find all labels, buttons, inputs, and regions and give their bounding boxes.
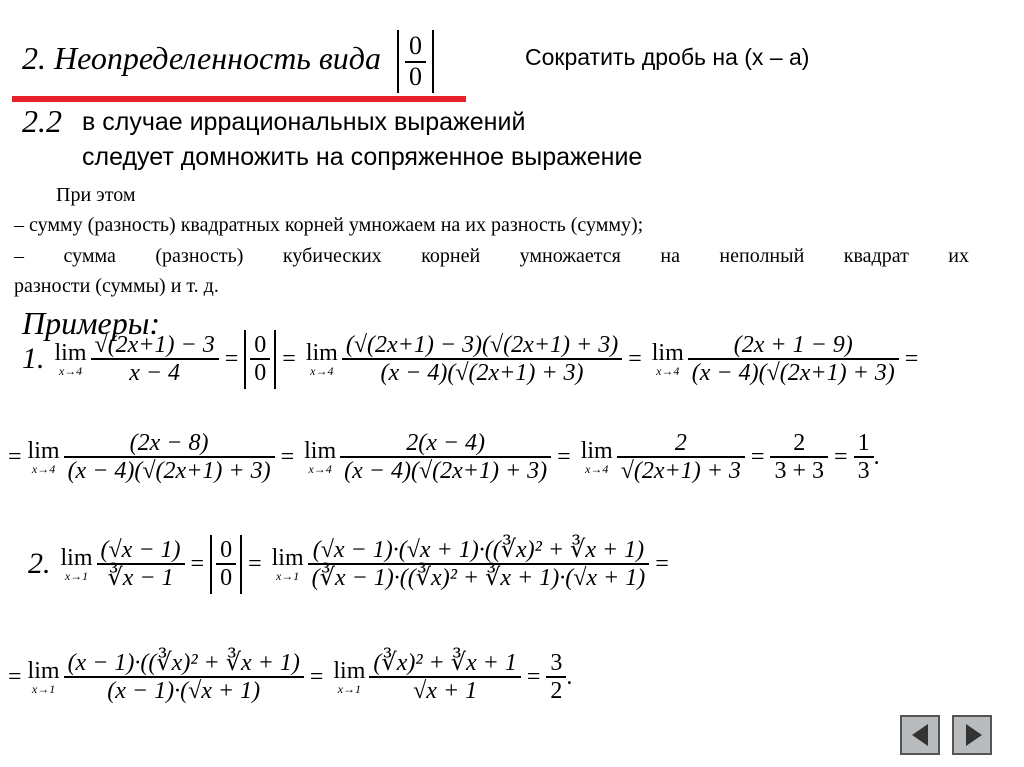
slide-heading xyxy=(22,30,434,93)
rules-intro: При этом xyxy=(56,184,136,206)
section-number: 2.2 xyxy=(22,103,62,139)
rule-2-continued: разности (суммы) и т. д. xyxy=(14,275,219,297)
example-2-line-1: 2. lim x→1 $\frac{(√x - 1)}{∛x - 1}$ = $\frac{0}{0}$ = lim x→1 $\frac{\text{(√x − 1)·(√x + 1)·((∛x)² + ∛x + 1)}}{\text{(∛x − 1)·((∛x)² + ∛x + 1)·(√x + 1)}}$ = xyxy=(28,535,669,594)
fraction: $\frac{2}{√(2x+1) + 3}$ xyxy=(617,430,745,485)
limit-operator: lim x→4 xyxy=(580,437,613,476)
rule-2: – сумма (разность) кубических корней умножается на неполный квадрат их xyxy=(14,245,969,267)
fraction: $\frac{2(x - 4)}{(x - 4)(√(2x+1) + 3)}$ xyxy=(340,430,551,485)
section-line-2: следует домножить на сопряженное выражение xyxy=(82,143,643,171)
section-line-1: в случае иррациональных выражений xyxy=(82,108,526,136)
examples-title: Примеры: xyxy=(22,305,161,341)
fraction: $\frac{\text{(∛x)² + ∛x + 1}}{√x + 1}$ xyxy=(369,650,520,705)
limit-operator: lim x→4 xyxy=(27,437,60,476)
limit-operator: lim x→4 xyxy=(304,437,337,476)
next-slide-button[interactable] xyxy=(952,715,992,755)
limit-operator: lim x→4 xyxy=(54,339,87,378)
prev-slide-button[interactable] xyxy=(900,715,940,755)
fraction: $\frac{(√(2x+1) - 3)(√(2x+1) + 3)}{(x - 4)(√(2x+1) + 3)}$ xyxy=(342,332,622,387)
example-2-line-2: = lim x→1 $\frac{\text{(x − 1)·((∛x)² + ∛x + 1)}}{(x - 1)\cdot(√x + 1)}$ = lim x→1 $\frac{\text{(∛x)² + ∛x + 1}}{√x + 1}$ = $\frac{3}{2}$ . xyxy=(8,650,573,705)
reduce-note: Сократить дробь на (x – a) xyxy=(525,44,810,70)
indeterminate-bracket xyxy=(397,30,434,93)
limit-operator: lim x→1 xyxy=(333,657,366,696)
fraction: $\frac{(2x + 1 - 9)}{(x - 4)(√(2x+1) + 3)}$ xyxy=(688,332,899,387)
fraction: $\frac{\text{(√x − 1)·(√x + 1)·((∛x)² + ∛x + 1)}}{\text{(∛x − 1)·((∛x)² + ∛x + 1)·(√x + 1)}}$ xyxy=(308,537,650,592)
bracket-denominator: 0 xyxy=(408,61,422,91)
result-fraction: $\frac{3}{2}$ xyxy=(546,650,566,705)
rule-1: – сумму (разность) квадратных корней умножаем на их разность (сумму); xyxy=(14,214,644,236)
triangle-right-icon xyxy=(966,724,982,746)
limit-operator: lim x→4 xyxy=(651,339,684,378)
bracket-numerator: 0 xyxy=(408,31,422,60)
fraction: $\frac{(2x - 8)}{(x - 4)(√(2x+1) + 3)}$ xyxy=(64,430,275,485)
example-1-line-1: 1. lim x→4 $\frac{√(2x+1) - 3}{x - 4}$ = $\frac{0}{0}$ = lim x→4 $\frac{(√(2x+1) - 3)(√(2x+1) + 3)}{(x - 4)(√(2x+1) + 3)}$ = lim x→4 $\frac{(2x + 1 - 9)}{(x - 4)(√(2x+1) + 3)}$ = xyxy=(22,330,918,389)
limit-operator: lim x→1 xyxy=(60,544,93,583)
limit-operator: lim x→1 xyxy=(271,544,304,583)
example-2-label: 2. xyxy=(28,547,51,581)
limit-operator: lim x→1 xyxy=(27,657,60,696)
limit-operator: lim x→4 xyxy=(305,339,338,378)
fraction: $\frac{\text{(x − 1)·((∛x)² + ∛x + 1)}}{(x - 1)\cdot(√x + 1)}$ xyxy=(64,650,304,705)
fraction: $\frac{2}{3 + 3}$ xyxy=(770,430,828,485)
zero-over-zero: $\frac{0}{0}$ xyxy=(244,330,276,389)
heading-text: 2. Неопределенность вида xyxy=(22,39,381,76)
fraction: $\frac{√(2x+1) - 3}{x - 4}$ xyxy=(91,332,219,387)
result-fraction: $\frac{1}{3}$ xyxy=(854,430,874,485)
red-underline xyxy=(12,96,466,102)
triangle-left-icon xyxy=(912,724,928,746)
fraction: $\frac{(√x - 1)}{∛x - 1}$ xyxy=(97,537,185,592)
example-1-line-2: = lim x→4 $\frac{(2x - 8)}{(x - 4)(√(2x+1) + 3)}$ = lim x→4 $\frac{2(x - 4)}{(x - 4)(√(2x+1) + 3)}$ = lim x→4 $\frac{2}{√(2x+1) + 3}$ = $\frac{2}{3 + 3}$ = $\frac{1}{3}$ . xyxy=(8,430,880,485)
zero-over-zero: $\frac{0}{0}$ xyxy=(210,535,242,594)
example-1-label: 1. xyxy=(22,342,45,376)
